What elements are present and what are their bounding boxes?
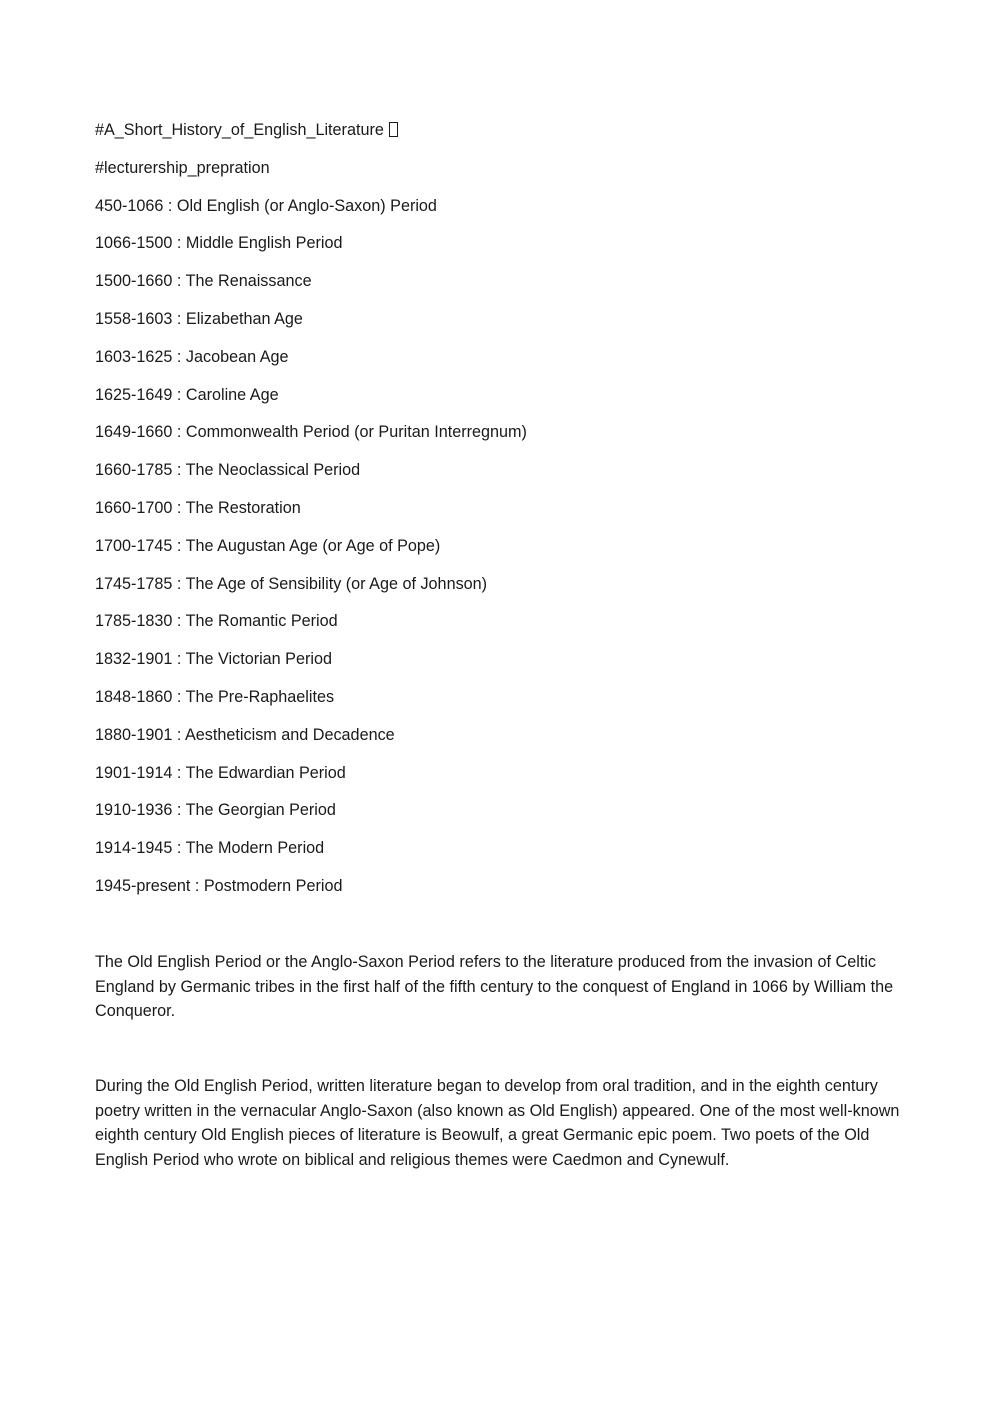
- period-line: 1880-1901 : Aestheticism and Decadence: [95, 725, 395, 744]
- period-line: 1832-1901 : The Victorian Period: [95, 650, 332, 669]
- period-line: 1660-1700 : The Restoration: [95, 498, 301, 517]
- missing-glyph-box-icon: [389, 122, 398, 137]
- period-line: 1066-1500 : Middle English Period: [95, 234, 343, 253]
- period-line: 1603-1625 : Jacobean Age: [95, 347, 289, 366]
- title-hashtag: #A_Short_History_of_English_Literature: [95, 121, 384, 139]
- period-line: 1785-1830 : The Romantic Period: [95, 612, 338, 631]
- paragraph-old-english-definition: The Old English Period or the Anglo-Saxon Period refers to the literature produced from the invasion of Celtic England by Germanic tribes in the first half of the fifth century to the conquest of England in 1066 by William the Conqueror.: [95, 953, 894, 1021]
- period-line: 1910-1936 : The Georgian Period: [95, 801, 336, 820]
- period-line: 1625-1649 : Caroline Age: [95, 385, 279, 404]
- period-line: 450-1066 : Old English (or Anglo-Saxon) Period: [95, 196, 437, 215]
- period-line: 1745-1785 : The Age of Sensibility (or Age of Johnson): [95, 574, 488, 593]
- document-body: [95, 119, 905, 913]
- period-line: 1500-1660 : The Renaissance: [95, 272, 312, 291]
- subtitle-hashtag-line: [95, 157, 905, 179]
- period-line: 1901-1914 : The Edwardian Period: [95, 763, 346, 782]
- period-line: 1848-1860 : The Pre-Raphaelites: [95, 687, 335, 706]
- period-line: 1649-1660 : Commonwealth Period (or Puritan Interregnum): [95, 423, 527, 442]
- subtitle-hashtag: #lecturership_prepration: [95, 158, 270, 177]
- paragraph-old-english-literature: During the Old English Period, written literature began to develop from oral tradition, and in the eighth century poetry written in the vernacular Anglo-Saxon (also known as Old English) appeared. One of the most well-known eighth century Old English pieces of literature is Beowulf, a great Germanic epic poem. Two poets of the Old English Period who wrote on biblical and religious themes were Caedmon and Cynewulf.: [95, 1077, 900, 1169]
- period-line: 1914-1945 : The Modern Period: [95, 839, 325, 858]
- period-line: 1945-present : Postmodern Period: [95, 876, 343, 895]
- title-hashtag-line: [95, 119, 905, 141]
- period-line: 1700-1745 : The Augustan Age (or Age of Pope): [95, 536, 441, 555]
- period-line: 1558-1603 : Elizabethan Age: [95, 309, 303, 328]
- period-line: 1660-1785 : The Neoclassical Period: [95, 461, 361, 480]
